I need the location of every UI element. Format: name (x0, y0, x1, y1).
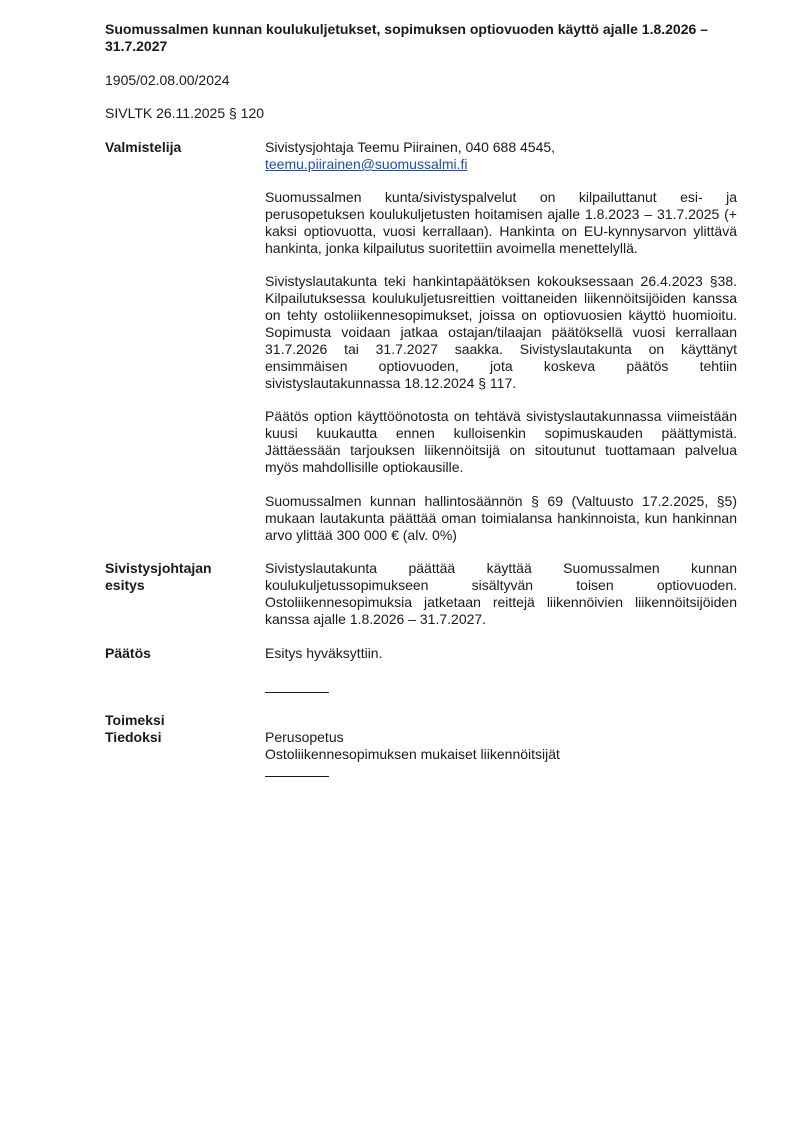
assignment-label: Toimeksi (105, 712, 165, 728)
preparer-email-link[interactable]: teemu.piirainen@suomussalmi.fi (265, 156, 468, 172)
preparer-paragraph-2 (265, 273, 737, 392)
preparer-section (265, 139, 737, 173)
decision-text: Esitys hyväksyttiin. (265, 645, 383, 661)
proposal-label-line2: esitys (105, 577, 145, 593)
document-title: Suomussalmen kunnan koulukuljetukset, sopimuksen optiovuoden käyttö ajalle 1.8.2026 – 31.7.2027 (105, 21, 708, 54)
proposal-text (265, 560, 737, 628)
record-number: 1905/02.08.00/2024 (105, 72, 230, 88)
section-divider (265, 692, 329, 693)
paragraph-text: Sivistyslautakunta päättää käyttää Suomussalmen kunnan koulukuljetussopimukseen sisältyvän toisen optiovuoden. Ostoliikennesopimuksia jatketaan reittejä liikennöivien liikennöitsijöiden kanssa ajalle 1.8.2026 – 31.7.2027. (265, 560, 737, 627)
meeting-reference: SIVLTK 26.11.2025 § 120 (105, 105, 265, 121)
recipient-item: Perusopetus (265, 729, 344, 745)
preparer-paragraph-3 (265, 408, 737, 476)
preparer-paragraph-4 (265, 493, 737, 544)
notification-label: Tiedoksi (105, 729, 162, 745)
proposal-label-line1: Sivistysjohtajan (105, 560, 212, 576)
recipient-list (265, 729, 737, 763)
paragraph-text: Suomussalmen kunnan hallintosäännön § 69 (Valtuusto 17.2.2025, §5) mukaan lautakunta päättää oman toimialansa hankinnoista, kun hankinnan arvo ylittää 300 000 € (alv. 0%) (265, 493, 737, 543)
decision-label: Päätös (105, 645, 151, 661)
paragraph-text: Suomussalmen kunta/sivistyspalvelut on kilpailuttanut esi- ja perusopetuksen koulukuljetusten hoitamisen ajalle 1.8.2023 – 31.7.2025 (+ kaksi optiovuotta, vuosi kerrallaan). Hankinta on EU-kynnysarvon ylittävä hankinta, jonka kilpailutus suoritettiin avoimella menettelyllä. (265, 189, 737, 256)
preparer-label: Valmistelija (105, 139, 182, 155)
proposal-label (105, 560, 255, 594)
section-divider (265, 776, 329, 777)
recipient-item: Ostoliikennesopimuksen mukaiset liikennöitsijät (265, 746, 560, 762)
preparer-contact: Sivistysjohtaja Teemu Piirainen, 040 688 4545, (265, 139, 556, 155)
paragraph-text: Päätös option käyttöönotosta on tehtävä sivistyslautakunnassa viimeistään kuusi kuukautta ennen kulloisenkin sopimuskauden päättymistä. Jättäessään tarjouksen liikennöitsijä on sitoutunut tuottamaan palvelua myös mahdollisille optiokausille. (265, 408, 737, 475)
paragraph-text: Sivistyslautakunta teki hankintapäätöksen kokouksessaan 26.4.2023 §38. Kilpailutuksessa koulukuljetusreittien voittaneiden liikennöitsijöiden kanssa on tehty ostoliikennesopimukset, joissa on optiovuosien käyttö huomioitu. Sopimusta voidaan jatkaa ostajan/tilaajan päätöksellä vuosi kerrallaan 31.7.2026 tai 31.7.2027 saakka. Sivistyslautakunta on käyttänyt ensimmäisen optiovuoden, jota koskeva päätös tehtiin sivistyslautakunnassa 18.12.2024 § 117. (265, 273, 737, 391)
preparer-paragraph-1 (265, 189, 737, 257)
